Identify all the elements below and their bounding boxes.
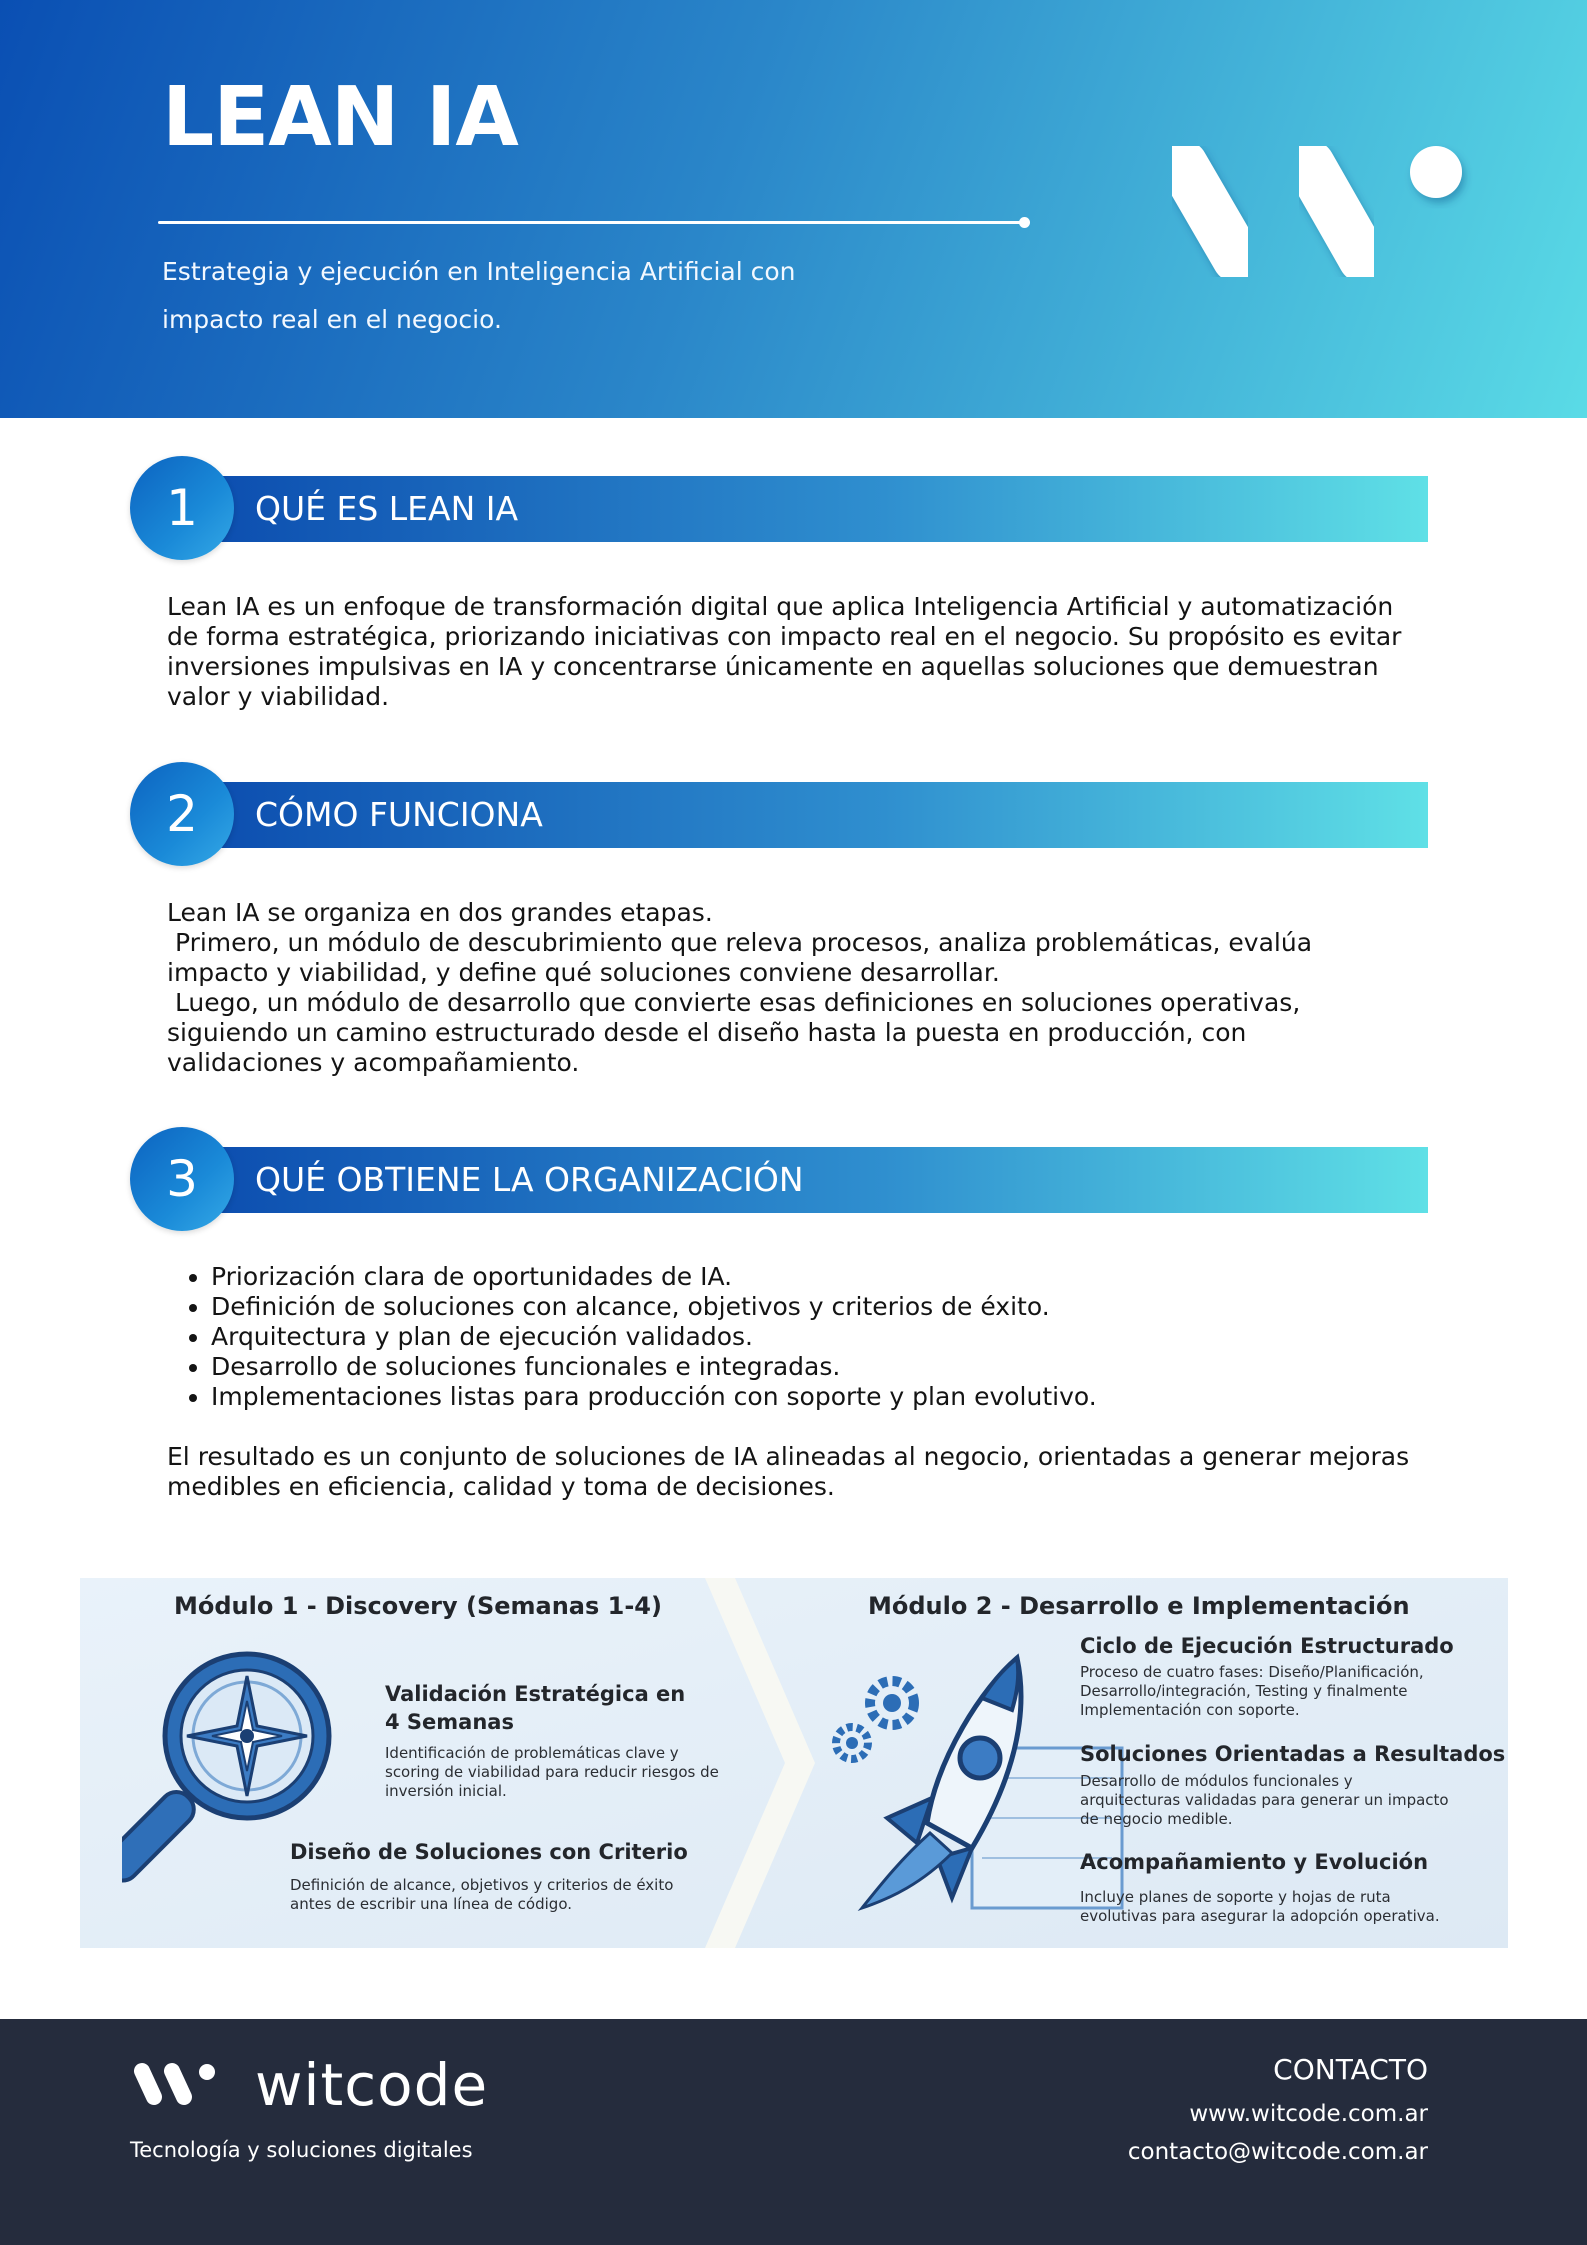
subtitle-line: impacto real en el negocio. (162, 305, 502, 334)
website-link[interactable]: www.witcode.com.ar (1189, 2101, 1428, 2127)
brand-tagline: Tecnología y soluciones digitales (130, 2138, 473, 2162)
module-1-block-2-text (290, 1876, 710, 1914)
section-number: 2 (166, 785, 198, 843)
block-text-line: evolutivas para asegurar la adopción operativa. (1080, 1907, 1440, 1925)
block-text-line: scoring de viabilidad para reducir riesgos de (385, 1763, 719, 1781)
body-line: El resultado es un conjunto de soluciones de IA alineadas al negocio, orientadas a generar mejoras (167, 1442, 1410, 1471)
block-text-line: Incluye planes de soporte y hojas de ruta (1080, 1888, 1391, 1906)
benefits-list (167, 1262, 1367, 1412)
module-2-block-2-title: Soluciones Orientadas a Resultados (1080, 1742, 1506, 1766)
section-1-title: QUÉ ES LEAN IA (255, 489, 519, 528)
block-text-line: Definición de alcance, objetivos y criterios de éxito (290, 1876, 674, 1894)
module-2-block-2-text (1080, 1772, 1490, 1829)
section-3-title: QUÉ OBTIENE LA ORGANIZACIÓN (255, 1160, 804, 1199)
witcode-logo-icon (130, 2059, 220, 2109)
block-title-line: 4 Semanas (385, 1710, 514, 1734)
block-text-line: Desarrollo/integración, Testing y finalmente (1080, 1682, 1408, 1700)
body-line: Primero, un módulo de descubrimiento que releva procesos, analiza problemáticas, evalúa (167, 928, 1313, 957)
subtitle-line: Estrategia y ejecución en Inteligencia Artificial con (162, 257, 796, 286)
list-item: • Arquitectura y plan de ejecución validados. (211, 1322, 1367, 1352)
module-2-title: Módulo 2 - Desarrollo e Implementación (868, 1592, 1410, 1620)
contact-heading: CONTACTO (1273, 2053, 1428, 2086)
module-1-block-1-text (385, 1744, 725, 1801)
body-line: valor y viabilidad. (167, 682, 390, 711)
section-number: 3 (166, 1150, 198, 1208)
brand-name: witcode (255, 2051, 489, 2119)
page-title: LEAN IA (162, 70, 518, 165)
section-3-closing (167, 1442, 1427, 1502)
block-text-line: inversión inicial. (385, 1782, 507, 1800)
list-item: • Priorización clara de oportunidades de IA. (211, 1262, 1367, 1292)
body-line: impacto y viabilidad, y define qué soluciones conviene desarrollar. (167, 958, 1000, 987)
header-banner (0, 0, 1587, 418)
section-2-number-badge (130, 762, 234, 866)
title-divider-dot (1019, 217, 1030, 228)
footer (0, 2019, 1587, 2245)
body-line: Lean IA se organiza en dos grandes etapas. (167, 898, 713, 927)
list-item: • Definición de soluciones con alcance, objetivos y criterios de éxito. (211, 1292, 1367, 1322)
section-2-title: CÓMO FUNCIONA (255, 795, 543, 834)
section-number: 1 (166, 479, 198, 537)
section-1-body (167, 592, 1427, 712)
body-line: medibles en eficiencia, calidad y toma de decisiones. (167, 1472, 835, 1501)
section-2-body (167, 898, 1427, 1078)
block-title-line: Validación Estratégica en (385, 1682, 686, 1706)
body-line: de forma estratégica, priorizando iniciativas con impacto real en el negocio. Su propósito es evitar (167, 622, 1402, 651)
body-line: validaciones y acompañamiento. (167, 1048, 580, 1077)
block-text-line: arquitecturas validadas para generar un impacto (1080, 1791, 1449, 1809)
body-line: Luego, un módulo de desarrollo que convierte esas definiciones en soluciones operativas, (167, 988, 1301, 1017)
module-2-block-1-title: Ciclo de Ejecución Estructurado (1080, 1634, 1454, 1658)
section-1-number-badge (130, 456, 234, 560)
block-text-line: antes de escribir una línea de código. (290, 1895, 572, 1913)
title-divider (158, 221, 1024, 224)
block-text-line: Identificación de problemáticas clave y (385, 1744, 679, 1762)
list-item: • Desarrollo de soluciones funcionales e integradas. (211, 1352, 1367, 1382)
block-text-line: Desarrollo de módulos funcionales y (1080, 1772, 1353, 1790)
modules-infographic (80, 1578, 1508, 1948)
witcode-logo-icon (1150, 130, 1490, 300)
body-line: Lean IA es un enfoque de transformación digital que aplica Inteligencia Artificial y automatización (167, 592, 1394, 621)
section-3-number-badge (130, 1127, 234, 1231)
list-item: • Implementaciones listas para producción con soporte y plan evolutivo. (211, 1382, 1367, 1412)
module-2-block-3-text (1080, 1888, 1490, 1926)
module-2-block-3-title: Acompañamiento y Evolución (1080, 1850, 1429, 1874)
block-text-line: Implementación con soporte. (1080, 1701, 1300, 1719)
page-subtitle (162, 248, 862, 344)
email-link[interactable]: contacto@witcode.com.ar (1127, 2139, 1428, 2165)
block-text-line: de negocio medible. (1080, 1810, 1233, 1828)
body-line: inversiones impulsivas en IA y concentrarse únicamente en aquellas soluciones que demuestran (167, 652, 1379, 681)
module-1-block-2-title: Diseño de Soluciones con Criterio (290, 1840, 688, 1864)
block-text-line: Proceso de cuatro fases: Diseño/Planificación, (1080, 1663, 1424, 1681)
module-2-block-1-text (1080, 1663, 1490, 1720)
module-1-block-1-title (385, 1680, 705, 1736)
module-1-title: Módulo 1 - Discovery (Semanas 1-4) (174, 1592, 662, 1620)
body-line: siguiendo un camino estructurado desde el diseño hasta la puesta en producción, con (167, 1018, 1247, 1047)
